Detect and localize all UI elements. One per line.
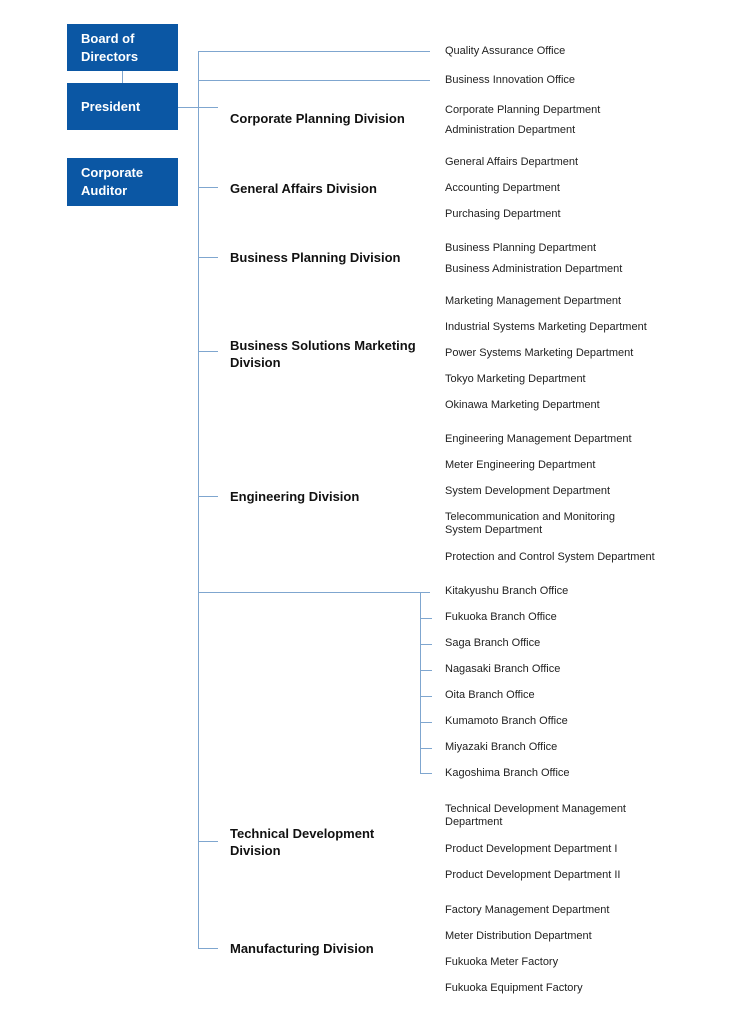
dept-marketing-management: Marketing Management Department [445,295,622,307]
main-spine [198,51,199,949]
president-box [67,83,178,130]
dept-purchasing: Purchasing Department [445,208,561,220]
branch-miyazaki: Miyazaki Branch Office [445,741,558,753]
dept-product-development-1: Product Development Department I [445,843,618,855]
branch-tick-7 [420,773,432,774]
division-general-affairs: General Affairs Division [230,181,377,196]
dept-corporate-planning: Corporate Planning Department [445,104,601,116]
div-connector-business-planning [198,257,218,258]
dept-meter-engineering: Meter Engineering Department [445,459,596,471]
dept-business-planning: Business Planning Department [445,242,597,254]
dept-product-development-2: Product Development Department II [445,869,621,881]
division-manufacturing: Manufacturing Division [230,941,374,956]
div-connector-business-solutions [198,351,218,352]
president-connector [178,107,198,108]
dept-power-systems-marketing: Power Systems Marketing Department [445,347,634,359]
division-business-planning: Business Planning Division [230,250,401,265]
division-business-solutions-marketing: Business Solutions Marketing Division [230,338,416,370]
dept-factory-management: Factory Management Department [445,904,610,916]
board-president-connector [122,71,123,83]
branch-saga: Saga Branch Office [445,637,541,649]
dept-technical-development-management: Technical Development Management Department [445,803,626,828]
division-technical-development: Technical Development Division [230,826,375,858]
dept-fukuoka-equipment-factory: Fukuoka Equipment Factory [445,982,583,994]
branch-spine [420,592,421,773]
branch-kagoshima: Kagoshima Branch Office [445,767,570,779]
dept-administration: Administration Department [445,124,576,136]
div-connector-corporate-planning [198,107,218,108]
dept-protection-control: Protection and Control System Department [445,551,655,563]
dept-business-administration: Business Administration Department [445,263,623,275]
dept-meter-distribution: Meter Distribution Department [445,930,592,942]
branch-tick-4 [420,696,432,697]
dept-accounting: Accounting Department [445,182,560,194]
president-label: President [81,99,141,114]
board-of-directors-box [67,24,178,71]
branch-kitakyushu: Kitakyushu Branch Office [445,585,569,597]
office-quality-assurance: Quality Assurance Office [445,45,566,57]
division-engineering: Engineering Division [230,489,360,504]
dept-fukuoka-meter-factory: Fukuoka Meter Factory [445,956,559,968]
div-connector-manufacturing [198,948,218,949]
branch-tick-3 [420,670,432,671]
branch-nagasaki: Nagasaki Branch Office [445,663,561,675]
div-connector-general-affairs [198,187,218,188]
dept-telecommunication-monitoring: Telecommunication and Monitoring System Department [445,511,615,536]
branch-oita: Oita Branch Office [445,689,535,701]
office-business-innovation: Business Innovation Office [445,74,576,86]
dept-general-affairs: General Affairs Department [445,156,579,168]
branch-connector-main [198,592,430,593]
div-connector-engineering [198,496,218,497]
branch-fukuoka: Fukuoka Branch Office [445,611,557,623]
dept-system-development: System Development Department [445,485,611,497]
division-corporate-planning: Corporate Planning Division [230,111,405,126]
office-connector-2 [198,80,430,81]
auditor-label: Corporate Auditor [81,165,144,198]
dept-tokyo-marketing: Tokyo Marketing Department [445,373,586,385]
branch-tick-5 [420,722,432,723]
corporate-auditor-box [67,158,178,206]
branch-tick-2 [420,644,432,645]
board-label: Board of Directors [81,31,139,64]
office-connector-1 [198,51,430,52]
dept-industrial-systems-marketing: Industrial Systems Marketing Department [445,321,647,333]
dept-okinawa-marketing: Okinawa Marketing Department [445,399,600,411]
div-connector-technical-development [198,841,218,842]
branch-tick-1 [420,618,432,619]
branch-tick-6 [420,748,432,749]
dept-engineering-management: Engineering Management Department [445,433,632,445]
branch-kumamoto: Kumamoto Branch Office [445,715,568,727]
